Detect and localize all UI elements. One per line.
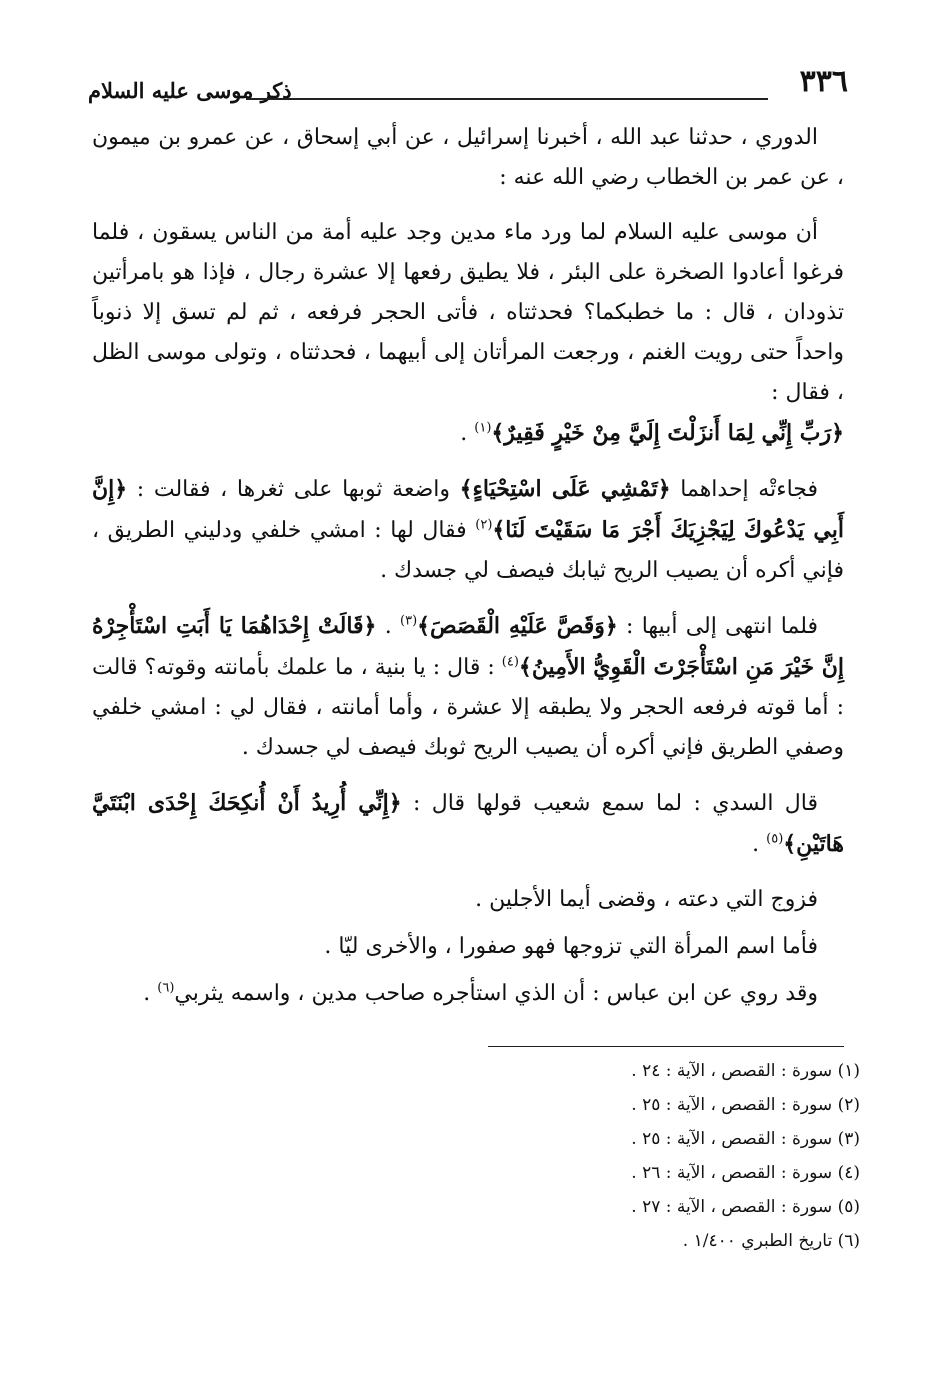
paragraph-text: فلما انتهى إلى أبيها : <box>617 614 819 639</box>
footnote-item: (٥) سورة : القصص ، الآية : ٢٧ . <box>631 1197 860 1217</box>
main-text <box>92 118 844 1021</box>
quran-verse: ﴿وَقَصَّ عَلَيْهِ الْقَصَصَ﴾ <box>417 613 618 639</box>
header-rule <box>246 98 768 100</box>
paragraph-ibn-abbas <box>92 974 844 1014</box>
running-title: ذكر موسى عليه السلام <box>88 78 292 103</box>
paragraph-isnad: الدوري ، حدثنا عبد الله ، أخبرنا إسرائيل ، عن أبي إسحاق ، عن عمرو بن ميمون ، عن عمر بن الخطاب رضي الله عنه : <box>92 125 844 190</box>
footnote-item: (٦) تاريخ الطبري ١/٤٠٠ . <box>682 1231 860 1251</box>
footnote-ref: (١) <box>474 420 492 436</box>
paragraph-text: فجاءتْه إحداهما <box>670 477 818 502</box>
footnote-item: (١) سورة : القصص ، الآية : ٢٤ . <box>631 1061 860 1081</box>
footnote-ref: (٣) <box>400 613 418 629</box>
paragraph-marriage: فزوج التي دعته ، وقضى أيما الأجلين . <box>475 887 818 912</box>
paragraph-suddi <box>92 783 844 865</box>
paragraph-text: . <box>752 832 767 857</box>
footnote-ref: (٢) <box>475 517 493 533</box>
footnote-item: (٣) سورة : القصص ، الآية : ٢٥ . <box>631 1129 860 1149</box>
paragraph-meeting <box>92 469 844 591</box>
paragraph-text: فقال لها : امشي خلفي ودليني الطريق ، فإني أكره أن يصيب الريح ثيابك فيصف لي جسدك . <box>92 518 844 583</box>
footnote-ref: (٤) <box>501 654 519 670</box>
paragraph-text: . <box>143 981 158 1006</box>
paragraph-father <box>92 606 844 768</box>
page-header <box>88 64 848 114</box>
paragraph-text: وقد روي عن ابن عباس : أن الذي استأجره صاحب مدين ، واسمه يثربي <box>174 981 818 1006</box>
footnote-item: (٢) سورة : القصص ، الآية : ٢٥ . <box>631 1095 860 1115</box>
footnote-ref: (٥) <box>766 831 784 847</box>
paragraph-text: . <box>460 421 475 446</box>
footnote-ref: (٦) <box>157 980 175 996</box>
footnote-rule <box>488 1046 844 1047</box>
footnote-item: (٤) سورة : القصص ، الآية : ٢٦ . <box>631 1163 860 1183</box>
paragraph-story <box>92 213 844 454</box>
quran-verse: ﴿تَمْشِي عَلَى اسْتِحْيَاءٍ﴾ <box>459 476 671 502</box>
paragraph-names: فأما اسم المرأة التي تزوجها فهو صفورا ، والأخرى ليّا . <box>324 934 818 959</box>
page-number: ٣٣٦ <box>799 64 848 99</box>
quran-verse: ﴿رَبِّ إِنِّي لِمَا أَنزَلْتَ إِلَيَّ مِنْ خَيْرٍ فَقِيرٌ﴾ <box>491 420 844 446</box>
paragraph-text: أن موسى عليه السلام لما ورد ماء مدين وجد عليه أمة من الناس يسقون ، فلما فرغوا أعادوا الصخرة على البئر ، فلا يطيق رفعها إلا عشرة رجال ، فإذا هو بامرأتين تذودان ، قال : ما خطبكما؟ فحدثتاه ، فأتى الحجر فرفعه ، ثم لم تسق إلا ذنوباً واحداً حتى رويت الغنم ، ورجعت المرأتان إلى أبيهما ، فحدثتاه ، وتولى موسى الظل ، فقال : <box>92 220 844 405</box>
quran-verse: ﴿قَالَتْ إِحْدَاهُمَا يَا أَبَتِ اسْتَأْجِرْهُ إِنَّ خَيْرَ مَنِ اسْتَأْجَرْتَ الْقَوِيُّ الأَمِينُ﴾ <box>92 613 844 680</box>
paragraph-text: : قال : يا بنية ، ما علمك بأمانته وقوته؟ قالت : أما قوته فرفعه الحجر ولا يطبقه إلا عشرة ، وأما أمانته ، فقال لي : امشي خلفي وصفي الطريق فإني أكره أن يصيب الريح ثوبك فيصف لي جسدك . <box>92 655 844 760</box>
quran-verse: ﴿إِنِّي أُرِيدُ أَنْ أُنكِحَكَ إِحْدَى ابْنَتَيَّ هَاتَيْنِ﴾ <box>92 790 844 857</box>
paragraph-text: . <box>376 614 400 639</box>
quran-verse: ﴿إِنَّ أَبِي يَدْعُوكَ لِيَجْزِيَكَ أَجْرَ مَا سَقَيْتَ لَنَا﴾ <box>92 476 844 543</box>
paragraph-text: واضعة ثوبها على ثغرها ، فقالت : <box>127 477 460 502</box>
footnotes <box>440 1054 860 1258</box>
paragraph-text: قال السدي : لما سمع شعيب قولها قال : <box>401 791 818 816</box>
